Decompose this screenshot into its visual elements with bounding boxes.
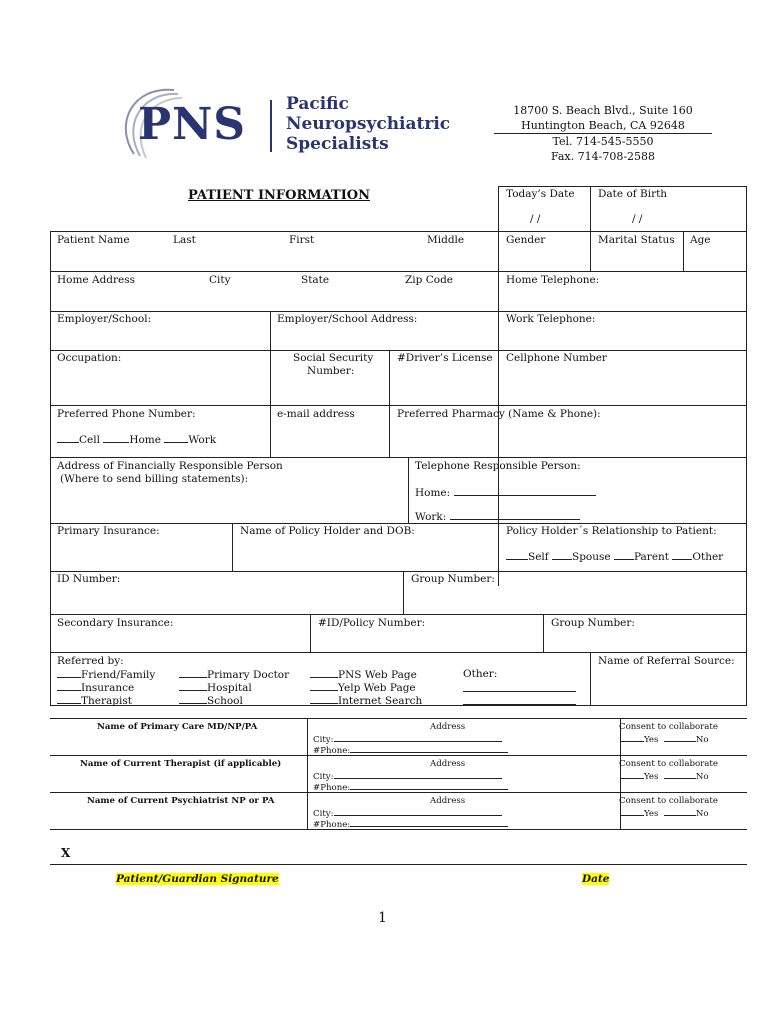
secondary-insurance-label: Secondary Insurance:: [57, 617, 174, 629]
drivers-license-label: #Driver’s License: [397, 352, 493, 364]
referral-internet[interactable]: Internet Search: [310, 694, 422, 708]
primary-insurance-label: Primary Insurance:: [57, 525, 160, 537]
parent-option[interactable]: Parent: [633, 551, 670, 563]
todays-date-label: Today’s Date: [506, 188, 575, 200]
provider-city-field[interactable]: City:: [313, 770, 502, 783]
employer-address-label: Employer/School Address:: [277, 313, 418, 325]
referral-other-line-2[interactable]: [463, 704, 576, 705]
phone-type-options: [57, 433, 216, 447]
responsible-home-field[interactable]: [415, 486, 596, 500]
first-name-label: First: [289, 234, 315, 246]
address-fax: Fax. 714-708-2588: [550, 150, 656, 163]
signature-x: X: [61, 846, 71, 860]
page-number: 1: [378, 910, 387, 926]
referral-insurance[interactable]: Insurance: [57, 681, 134, 695]
signature-label: Patient/Guardian Signature: [116, 873, 279, 885]
date-of-birth-field[interactable]: / /: [632, 213, 643, 225]
logo-name-line2: Neuropsychiatric: [286, 114, 451, 134]
provider-city-field[interactable]: City:: [313, 807, 502, 820]
self-option[interactable]: Self: [528, 551, 549, 563]
date-of-birth-label: Date of Birth: [598, 188, 668, 200]
patient-name-label: Patient Name: [57, 234, 130, 246]
address-street: 18700 S. Beach Blvd., Suite 160: [513, 104, 693, 117]
occupation-label: Occupation:: [57, 352, 122, 364]
provider-consent-label: Consent to collaborate: [619, 796, 718, 806]
provider-address-label: Address: [430, 759, 466, 769]
secondary-group-number-label: Group Number:: [551, 617, 635, 629]
address-tel: Tel. 714-545-5550: [552, 135, 654, 148]
referral-source-label: Name of Referral Source:: [598, 655, 735, 667]
referral-school[interactable]: School: [179, 694, 243, 708]
last-name-label: Last: [173, 234, 196, 246]
relationship-options: [506, 550, 723, 564]
provider-address-label: Address: [430, 722, 466, 732]
home-telephone-label: Home Telephone:: [506, 274, 600, 286]
provider-row: [50, 756, 747, 792]
billing-address-label-1: Address of Financially Responsible Person: [57, 460, 283, 472]
provider-address-label: Address: [430, 796, 466, 806]
logo-name-line3: Specialists: [286, 134, 389, 154]
cellphone-label: Cellphone Number: [506, 352, 607, 364]
state-label: State: [301, 274, 330, 286]
page-title: PATIENT INFORMATION: [188, 188, 370, 203]
signature-date-label: Date: [582, 873, 610, 885]
provider-consent-options[interactable]: Yes No: [620, 807, 709, 820]
home-address-label: Home Address: [57, 274, 136, 286]
group-number-label: Group Number:: [411, 573, 495, 585]
referral-therapist[interactable]: Therapist: [57, 694, 132, 708]
zip-code-label: Zip Code: [405, 274, 454, 286]
provider-consent-label: Consent to collaborate: [619, 759, 718, 769]
provider-phone-field[interactable]: #Phone:: [313, 781, 508, 794]
referred-by-label: Referred by:: [57, 655, 124, 667]
signature-line[interactable]: [50, 864, 747, 865]
responsible-home-label: Home:: [415, 487, 451, 499]
work-telephone-label: Work Telephone:: [506, 313, 596, 325]
preferred-phone-label: Preferred Phone Number:: [57, 408, 196, 420]
logo-abbr: PNS: [138, 99, 247, 150]
city-label: City: [209, 274, 231, 286]
provider-phone-field[interactable]: #Phone:: [313, 744, 508, 757]
provider-name-label: Name of Current Psychiatrist NP or PA: [87, 796, 275, 806]
id-number-label: ID Number:: [57, 573, 121, 585]
marital-status-label: Marital Status: [598, 234, 675, 246]
logo-divider: [270, 100, 272, 152]
work-option[interactable]: Work: [188, 434, 217, 446]
age-label: Age: [690, 234, 711, 246]
referral-friend[interactable]: Friend/Family: [57, 668, 155, 682]
responsible-work-field[interactable]: [415, 510, 580, 524]
middle-name-label: Middle: [427, 234, 465, 246]
relationship-label: Policy Holder´s Relationship to Patient:: [506, 525, 717, 537]
referral-yelp[interactable]: Yelp Web Page: [310, 681, 416, 695]
email-label: e-mail address: [277, 408, 355, 420]
provider-row: [50, 719, 747, 755]
pharmacy-label: Preferred Pharmacy (Name & Phone):: [397, 408, 601, 420]
billing-address-label-2: (Where to send billing statements):: [60, 473, 249, 485]
provider-consent-options[interactable]: Yes No: [620, 733, 709, 746]
responsible-work-label: Work:: [415, 511, 447, 523]
referral-other-label: Other:: [463, 668, 498, 680]
ssn-label-line1: Social Security: [293, 352, 374, 364]
policy-holder-label: Name of Policy Holder and DOB:: [240, 525, 415, 537]
logo-name-line1: Pacific: [286, 94, 349, 114]
referral-hospital[interactable]: Hospital: [179, 681, 252, 695]
logo: [112, 84, 462, 164]
provider-row: [50, 793, 747, 829]
telephone-responsible-label: Telephone Responsible Person:: [415, 460, 581, 472]
referral-other-line-1[interactable]: [463, 691, 576, 692]
provider-name-label: Name of Current Therapist (if applicable): [80, 759, 282, 769]
ssn-label-line2: Number:: [307, 365, 355, 377]
todays-date-field[interactable]: / /: [530, 213, 541, 225]
clinic-address: [494, 103, 712, 164]
other-option[interactable]: Other: [692, 551, 724, 563]
referral-primary-doctor[interactable]: Primary Doctor: [179, 668, 289, 682]
home-option[interactable]: Home: [129, 434, 161, 446]
employer-label: Employer/School:: [57, 313, 152, 325]
provider-city-field[interactable]: City:: [313, 733, 502, 746]
cell-option[interactable]: Cell: [79, 434, 100, 446]
provider-phone-field[interactable]: #Phone:: [313, 818, 508, 831]
provider-consent-label: Consent to collaborate: [619, 722, 718, 732]
provider-name-label: Name of Primary Care MD/NP/PA: [97, 722, 258, 732]
policy-number-label: #ID/Policy Number:: [318, 617, 426, 629]
gender-label: Gender: [506, 234, 546, 246]
provider-consent-options[interactable]: Yes No: [620, 770, 709, 783]
address-city: Huntington Beach, CA 92648: [494, 118, 712, 134]
referral-web-page[interactable]: PNS Web Page: [310, 668, 417, 682]
spouse-option[interactable]: Spouse: [572, 551, 611, 563]
